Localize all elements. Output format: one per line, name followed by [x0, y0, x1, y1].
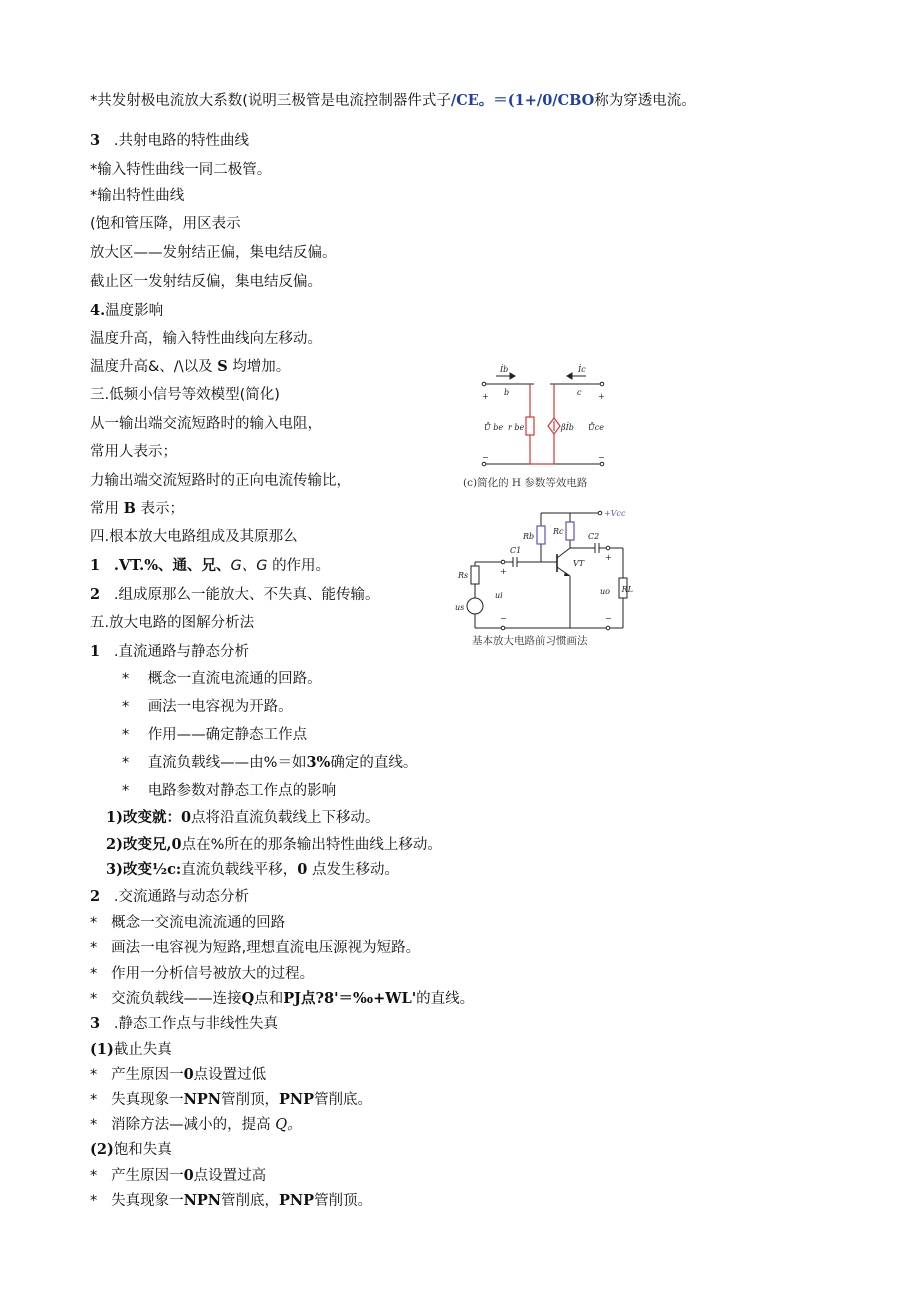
text-span: .直流通路与静态分析 [113, 644, 250, 660]
label-rc: Rc [553, 527, 564, 536]
terminal [482, 462, 486, 466]
bullet-mark: * [122, 671, 130, 687]
text-span: 0 [171, 836, 182, 853]
text-line: (饱和管压降，用区表示 [90, 216, 241, 232]
text-span: 0 [297, 861, 308, 878]
bullet-text: 交流负载线——连接 [111, 991, 242, 1007]
section-title: 温度影响 [105, 303, 164, 319]
item-number: 2 [90, 888, 101, 905]
bullet-text: 确定的直线。 [330, 755, 418, 771]
section-heading: 四.根本放大电路组成及其原那么 [90, 529, 298, 545]
vcc-terminal [598, 511, 602, 515]
bullet-mark: * [90, 1193, 98, 1209]
header-formula-line [90, 91, 696, 111]
text-span: (1) [90, 1041, 114, 1058]
label-vt: VT [573, 559, 585, 568]
bullet-text: 消除方法—减小的，提高 [111, 1117, 271, 1133]
label-ui: ui [495, 591, 503, 600]
text-span: 的作用。 [272, 558, 331, 574]
bullet-text: PNP [279, 1091, 315, 1108]
signal-source [467, 598, 483, 614]
label-c1: C1 [510, 546, 522, 555]
bullet-item [90, 989, 474, 1009]
label-us: us [455, 603, 465, 612]
bullet-text: 直流负载线——由%＝如 [147, 755, 307, 771]
bullet-text: 产生原因一 [111, 1067, 184, 1083]
bullet-item [90, 1115, 302, 1135]
bullet-text: NPN [183, 1192, 221, 1209]
label-uce: Ůce [588, 423, 604, 432]
text-span: G、G [230, 558, 268, 574]
terminal [606, 626, 610, 630]
terminal [600, 462, 604, 466]
bullet-item [90, 913, 285, 933]
subsection-heading [90, 1140, 172, 1160]
sub-item [106, 860, 399, 880]
bullet-mark: * [122, 699, 130, 715]
bullet-text: 点设置过高 [193, 1168, 267, 1184]
basic-amplifier-circuit-diagram [453, 504, 633, 634]
bullet-text: NPN [183, 1091, 221, 1108]
bullet-text: 概念一交流电流流通的回路 [111, 915, 286, 931]
figure-2-caption: 基本放大电路前习惯画法 [472, 635, 588, 647]
h-parameter-circuit-diagram [474, 362, 619, 472]
text-span: 3)改变½c: [106, 861, 182, 878]
terminal [501, 626, 505, 630]
section-title: .共射电路的特性曲线 [113, 133, 250, 149]
emitter-arrow [564, 572, 570, 576]
numbered-line [90, 1014, 278, 1034]
text-span: B [123, 500, 136, 517]
numbered-line [90, 887, 249, 907]
text-line: 从一输出端交流短路时的输入电阻， [90, 416, 322, 432]
label-c2: C2 [588, 532, 600, 541]
subsection-heading [90, 1040, 172, 1060]
resistor-rbe [526, 417, 534, 435]
bullet-text: PNP [279, 1192, 315, 1209]
bullet-text: PJ [283, 990, 301, 1007]
numbered-line [90, 642, 249, 662]
bullet-item [90, 1065, 266, 1085]
item-number: 1 [90, 557, 101, 574]
label-b: b [504, 388, 510, 397]
section-heading: 五.放大电路的图解分析法 [90, 615, 255, 631]
bullet-mark: * [90, 966, 98, 982]
text-span: 2)改变兄, [106, 836, 172, 853]
figure-1-caption: (c)简化的 H 参数等效电路 [463, 477, 588, 489]
text-span: .组成原那么一能放大、不失真、能传输。 [113, 587, 380, 603]
bullet-text: 画法一电容视为短路,理想直流电压源视为短路。 [111, 940, 421, 956]
text-span: 表示； [140, 501, 184, 517]
bullet-text: 管削顶。 [314, 1193, 373, 1209]
bullet-mark: * [90, 1168, 98, 1184]
bullet-text: 产生原因一 [111, 1168, 184, 1184]
bullet-text: 画法一电容视为开路。 [147, 699, 293, 715]
label-rbe: r be [508, 423, 525, 432]
text-span: 截止失真 [113, 1042, 172, 1058]
label-uo: uo [600, 587, 610, 596]
label-vcc: +Vcc [604, 509, 626, 518]
label-plus: + [500, 567, 507, 576]
item-number: 1 [90, 643, 101, 660]
header-suffix: 称为穿透电流。 [594, 93, 696, 109]
label-minus: − [482, 453, 489, 462]
label-plus: + [605, 553, 612, 562]
text-span: 常用 [90, 501, 119, 517]
bullet-text: 点设置过低 [193, 1067, 267, 1083]
bullet-text: 点和 [254, 991, 284, 1007]
bullet-item [122, 753, 417, 773]
section-4-heading [90, 301, 163, 321]
label-rb: Rb [523, 532, 535, 541]
text-span: .静态工作点与非线性失真 [113, 1016, 279, 1032]
label-c: c [577, 388, 582, 397]
terminal [606, 546, 610, 550]
section-number: 4. [90, 302, 106, 319]
label-ic: İc [578, 365, 586, 374]
label-minus: − [500, 614, 507, 623]
text-span: 点发生移动。 [311, 862, 399, 878]
bullet-text: 0 [183, 1167, 194, 1184]
label-plus: + [482, 392, 489, 401]
label-rs: Rs [458, 571, 469, 580]
text-span: 点在%所在的那条输出特性曲线上移动。 [181, 837, 442, 853]
bullet-text: Q。 [275, 1117, 302, 1133]
bullet-mark: * [90, 1067, 98, 1083]
label-minus: − [598, 453, 605, 462]
header-formula: /CE。＝(1+/0/CBO [450, 92, 595, 109]
bullet-text: 作用——确定静态工作点 [147, 727, 308, 743]
numbered-line [90, 585, 380, 605]
bullet-item [122, 697, 293, 717]
bullet-mark: * [122, 755, 130, 771]
text-line: 截止区一发射结反偏，集电结反偏。 [90, 274, 322, 290]
section-3-heading [90, 131, 249, 151]
resistor-rs [471, 566, 479, 584]
bullet-text: 失真现象一 [111, 1193, 184, 1209]
text-line [90, 357, 290, 377]
terminal [482, 382, 486, 386]
bullet-mark: * [90, 940, 98, 956]
bullet-text: Q [241, 990, 255, 1007]
bullet-text: 概念一直流电流通的回路。 [147, 671, 322, 687]
text-line: 温度升高，输入特性曲线向左移动。 [90, 331, 322, 347]
bullet-mark: * [90, 1092, 98, 1108]
bullet-text: 失真现象一 [111, 1092, 184, 1108]
label-beta-ib: βİb [561, 423, 574, 432]
bullet-item [90, 1166, 266, 1186]
text-span: 温度升高&、/\以及 [90, 359, 213, 375]
bullet-text: 0 [183, 1066, 194, 1083]
header-prefix: *共发射极电流放大系数(说明三极管是电流控制器件式子 [90, 93, 451, 109]
item-number: 2 [90, 586, 101, 603]
bullet-text: 点?8'＝‰+WL' [300, 990, 417, 1007]
bullet-text: 电路参数对静态工作点的影响 [147, 783, 337, 799]
text-line [90, 499, 184, 519]
text-span: 饱和失真 [113, 1142, 172, 1158]
label-minus: − [605, 614, 612, 623]
section-number: 3 [90, 132, 101, 149]
text-span: 直流负载线平移， [181, 862, 298, 878]
bullet-mark: * [90, 1117, 98, 1133]
terminal [600, 382, 604, 386]
text-span: 点将沿直流负载线上下移动。 [191, 810, 380, 826]
bullet-text: 管削顶， [221, 1092, 279, 1108]
section-heading: 三.低频小信号等效模型(简化) [90, 387, 280, 403]
label-ube: Ů be [484, 423, 504, 432]
bullet-mark: * [90, 991, 98, 1007]
bullet-mark: * [122, 727, 130, 743]
sub-item [106, 808, 380, 828]
text-line: *输出特性曲线 [90, 188, 185, 204]
text-line: 力输出端交流短路时的正向电流传输比， [90, 473, 351, 489]
numbered-line [90, 556, 330, 576]
bullet-item [122, 669, 322, 689]
bullet-text: 管削底。 [314, 1092, 373, 1108]
resistor-rb [537, 526, 545, 544]
transistor-collector [557, 548, 570, 558]
text-line: 放大区——发射结正偏，集电结反偏。 [90, 245, 337, 261]
label-ib: İb [500, 365, 509, 374]
bullet-item [90, 1191, 372, 1211]
arrow-head [567, 373, 572, 379]
bullet-mark: * [122, 783, 130, 799]
terminal [501, 560, 505, 564]
text-span: (2) [90, 1141, 114, 1158]
text-span: .VT.%、通、兄、 [113, 557, 231, 574]
sub-item [106, 835, 442, 855]
bullet-text: 管削底， [221, 1193, 279, 1209]
text-span: S [217, 358, 228, 375]
text-line: 常用人表示； [90, 444, 177, 460]
text-span: 0 [180, 809, 192, 826]
bullet-mark: * [90, 915, 98, 931]
label-rl: RL [621, 585, 633, 594]
bullet-item [122, 725, 307, 745]
arrow-head [510, 373, 515, 379]
resistor-rc [566, 522, 574, 540]
text-span: 均增加。 [232, 359, 291, 375]
bullet-item [90, 938, 420, 958]
bullet-item [122, 781, 336, 801]
text-span: .交流通路与动态分析 [113, 889, 250, 905]
bullet-item [90, 964, 314, 984]
bullet-text: 的直线。 [416, 991, 475, 1007]
text-line: *输入特性曲线一同二极管。 [90, 162, 272, 178]
text-span: 1)改变就： [106, 809, 181, 826]
bullet-text: 3% [306, 754, 331, 771]
bullet-text: 作用一分析信号被放大的过程。 [111, 966, 315, 982]
item-number: 3 [90, 1015, 101, 1032]
label-plus: + [598, 392, 605, 401]
bullet-item [90, 1090, 372, 1110]
